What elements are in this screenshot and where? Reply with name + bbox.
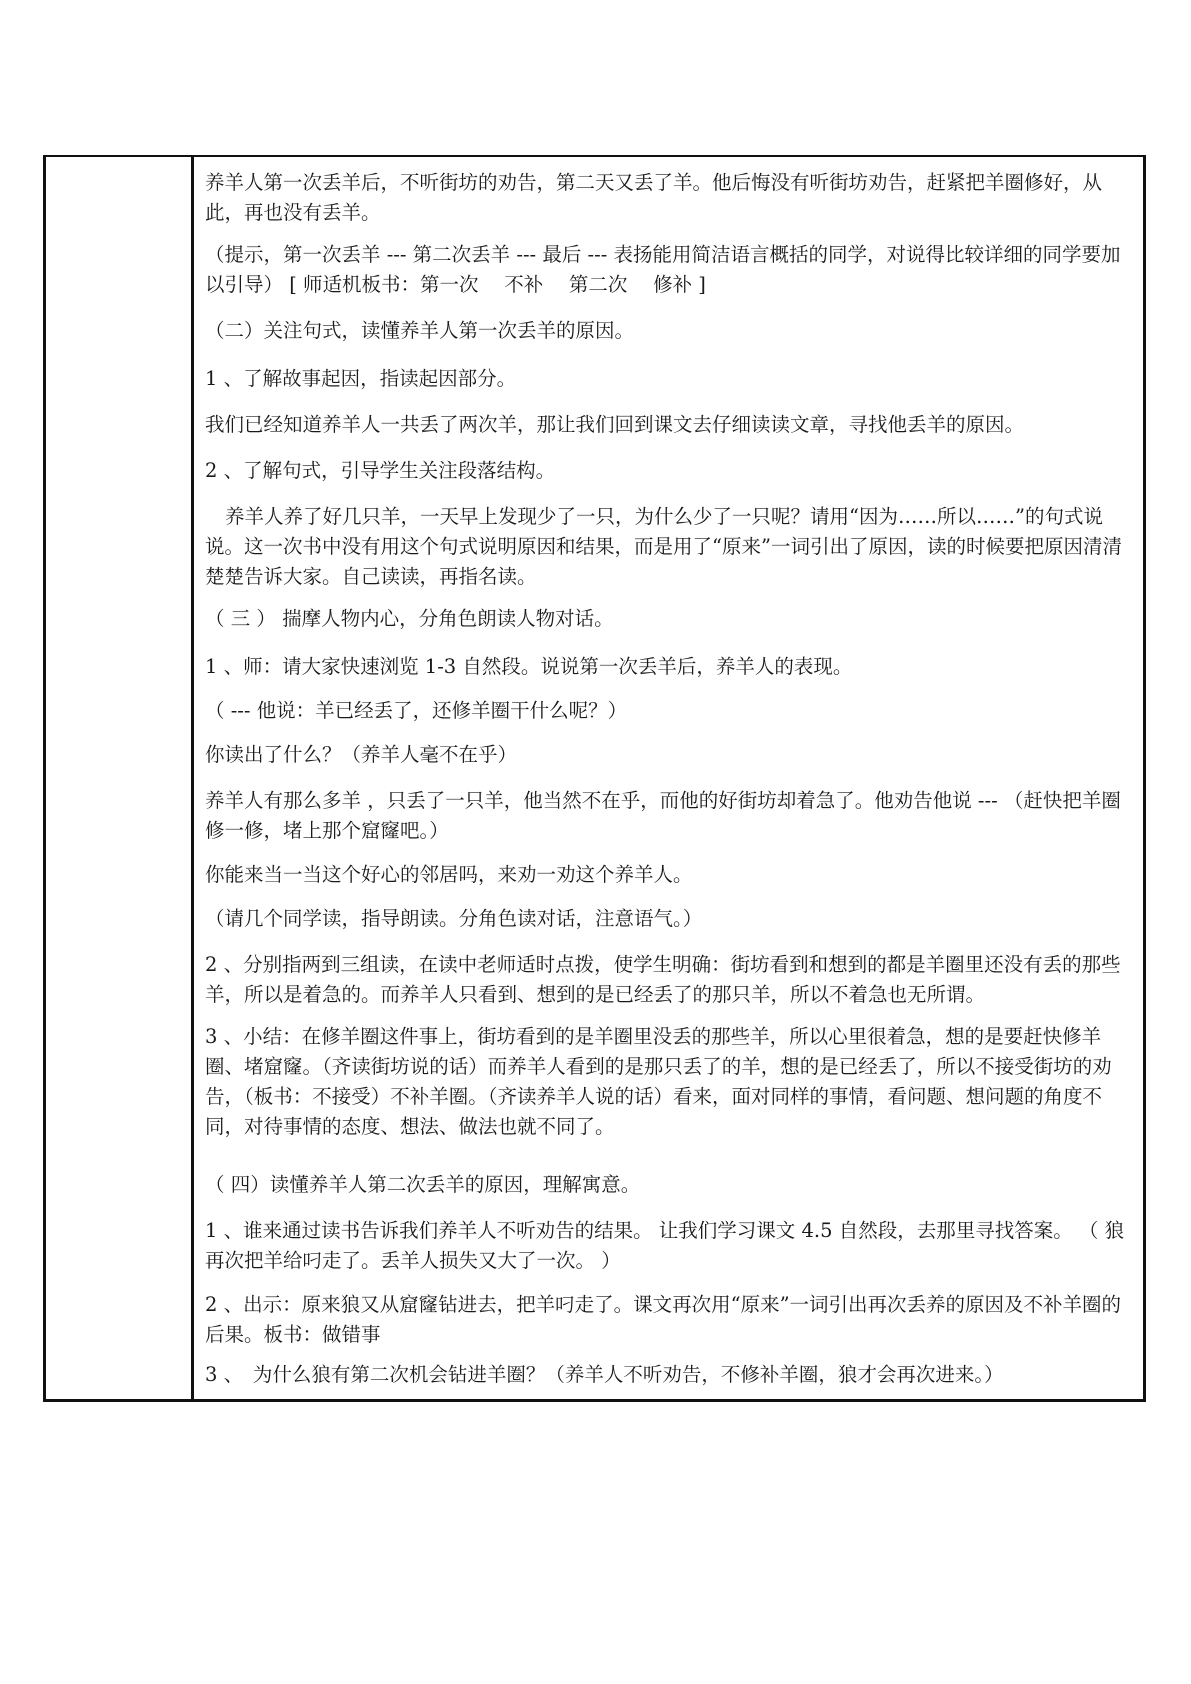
paragraph-hint: （提示，第一次丢羊 --- 第二次丢羊 --- 最后 --- 表扬能用简洁语言概括的同学，对说得比较详细的同学要加以引导） [ 师适机板书：第一次 不补 第二次 修补 ] <box>205 243 1121 296</box>
paragraph-quote: （ --- 他说：羊已经丢了，还修羊圈干什么呢？） <box>205 699 628 722</box>
paragraph-reading-guidance: （请几个同学读，指导朗读。分角色读对话，注意语气。） <box>205 907 703 930</box>
paragraph-neighbor-advice: 养羊人有那么多羊 ，只丢了一只羊，他当然不在乎，而他的好街坊却着急了。他劝告他说 --- （赶快把羊圈修一修，堵上那个窟窿吧。） <box>205 789 1121 842</box>
paragraph-question: 你读出了什么？（养羊人毫不在乎） <box>205 743 518 766</box>
step-1-teacher-prompt: 1 、师：请大家快速浏览 1-3 自然段。说说第一次丢羊后，养羊人的表现。 <box>205 655 853 678</box>
section-heading-2: （二）关注句式，读懂养羊人第一次丢羊的原因。 <box>205 319 635 342</box>
step-2-group-reading: 2 、分别指两到三组读，在读中老师适时点拨，使学生明确：街坊看到和想到的都是羊圈里还没有丢的那些羊，所以是着急的。而养羊人只看到、想到的是已经丢了的那只羊，所以不着急也无所谓。 <box>205 953 1121 1006</box>
step-2-display: 2 、出示：原来狼又从窟窿钻进去，把羊叼走了。课文再次用“原来”一词引出再次丢养的原因及不补羊圈的后果。板书：做错事 <box>205 1293 1122 1346</box>
section-heading-3: （ 三 ） 揣摩人物内心，分角色朗读人物对话。 <box>205 607 614 630</box>
paragraph-sentence-pattern-detail: 养羊人养了好几只羊，一天早上发现少了一只，为什么少了一只呢？请用“因为……所以……”的句式说说。这一次书中没有用这个句式说明原因和结果，而是用了“原来”一词引出了原因，读的时候要把原因清清楚楚告诉大家。自己读读，再指名读。 <box>205 505 1122 588</box>
paragraph-neighbor-role: 你能来当一当这个好心的邻居吗，来劝一劝这个养羊人。 <box>205 863 693 886</box>
step-2-sentence-pattern: 2 、了解句式，引导学生关注段落结构。 <box>205 459 556 482</box>
paragraph-intro-reason: 我们已经知道养羊人一共丢了两次羊，那让我们回到课文去仔细读读文章，寻找他丢羊的原因。 <box>205 413 1025 436</box>
step-1-result: 1 、谁来通过读书告诉我们养羊人不听劝告的结果。 让我们学习课文 4.5 自然段，去那里寻找答案。 （ 狼再次把羊给叼走了。丢羊人损失又大了一次。 ） <box>205 1219 1125 1272</box>
step-1-cause: 1 、了解故事起因，指读起因部分。 <box>205 367 517 390</box>
table-column-divider <box>191 155 194 1402</box>
step-3-question: 3 、 为什么狼有第二次机会钻进羊圈？（养羊人不听劝告，不修补羊圈，狼才会再次进来。） <box>205 1363 1004 1386</box>
step-3-summary: 3 、小结：在修羊圈这件事上，街坊看到的是羊圈里没丢的那些羊，所以心里很着急，想的是要赶快修羊圈、堵窟窿。（齐读街坊说的话）而养羊人看到的是那只丢了的羊，想的是已经丢了，所以不接受街坊的劝告，（板书：不接受）不补羊圈。（齐读养羊人说的话）看来，面对同样的事情，看问题、想问题的角度不同，对待事情的态度、想法、做法也就不同了。 <box>205 1025 1112 1138</box>
section-heading-4: （ 四）读懂养羊人第二次丢羊的原因，理解寓意。 <box>205 1173 641 1196</box>
paragraph-summary: 养羊人第一次丢羊后，不听街坊的劝告，第二天又丢了羊。他后悔没有听街坊劝告，赶紧把羊圈修好，从此，再也没有丢羊。 <box>205 171 1103 224</box>
